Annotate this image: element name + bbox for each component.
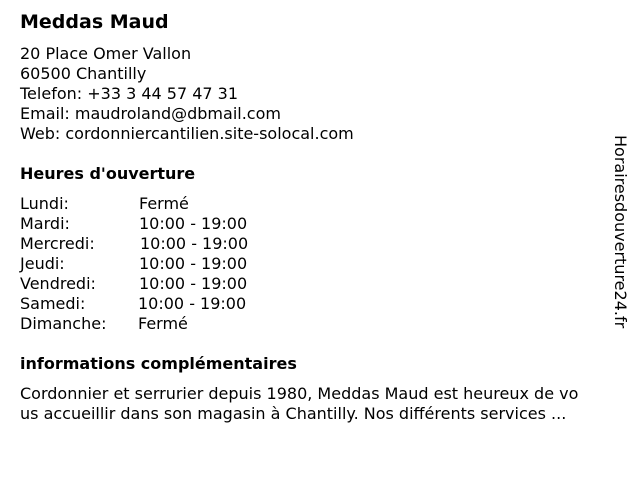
description-line: Cordonnier et serrurier depuis 1980, Meddas Maud est heureux de vo (20, 384, 579, 403)
hours-row-sunday (20, 314, 320, 334)
hours-time: Fermé (138, 314, 188, 333)
hours-day: Jeudi: (20, 254, 65, 273)
hours-day: Mardi: (20, 214, 70, 233)
business-name: Meddas Maud (20, 11, 169, 33)
hours-time: 10:00 - 19:00 (139, 254, 248, 273)
hours-day: Mercredi: (20, 234, 95, 253)
additional-info-heading: informations complémentaires (20, 354, 297, 373)
address-line-street: 20 Place Omer Vallon (20, 44, 192, 63)
hours-row-friday (20, 274, 320, 294)
hours-time: 10:00 - 19:00 (139, 274, 248, 293)
hours-day: Dimanche: (20, 314, 107, 333)
hours-day: Vendredi: (20, 274, 96, 293)
email-line: Email: maudroland@dbmail.com (20, 104, 281, 123)
hours-time: 10:00 - 19:00 (139, 214, 248, 233)
opening-hours-table (20, 194, 320, 334)
hours-time: 10:00 - 19:00 (138, 294, 247, 313)
hours-row-wednesday (20, 234, 320, 254)
business-description (20, 384, 630, 424)
description-line: us accueillir dans son magasin à Chantilly. Nos différents services ... (20, 404, 567, 423)
hours-time: 10:00 - 19:00 (140, 234, 249, 253)
hours-time: Fermé (139, 194, 189, 213)
hours-row-thursday (20, 254, 320, 274)
hours-row-monday (20, 194, 320, 214)
hours-day: Samedi: (20, 294, 86, 313)
contact-block (20, 44, 354, 144)
hours-row-saturday (20, 294, 320, 314)
phone-line: Telefon: +33 3 44 57 47 31 (20, 84, 239, 103)
site-watermark: Horairesdouverture24.fr (611, 135, 630, 329)
address-line-city: 60500 Chantilly (20, 64, 147, 83)
hours-day: Lundi: (20, 194, 69, 213)
opening-hours-heading: Heures d'ouverture (20, 164, 196, 183)
web-line: Web: cordonniercantilien.site-solocal.com (20, 124, 354, 143)
hours-row-tuesday (20, 214, 320, 234)
